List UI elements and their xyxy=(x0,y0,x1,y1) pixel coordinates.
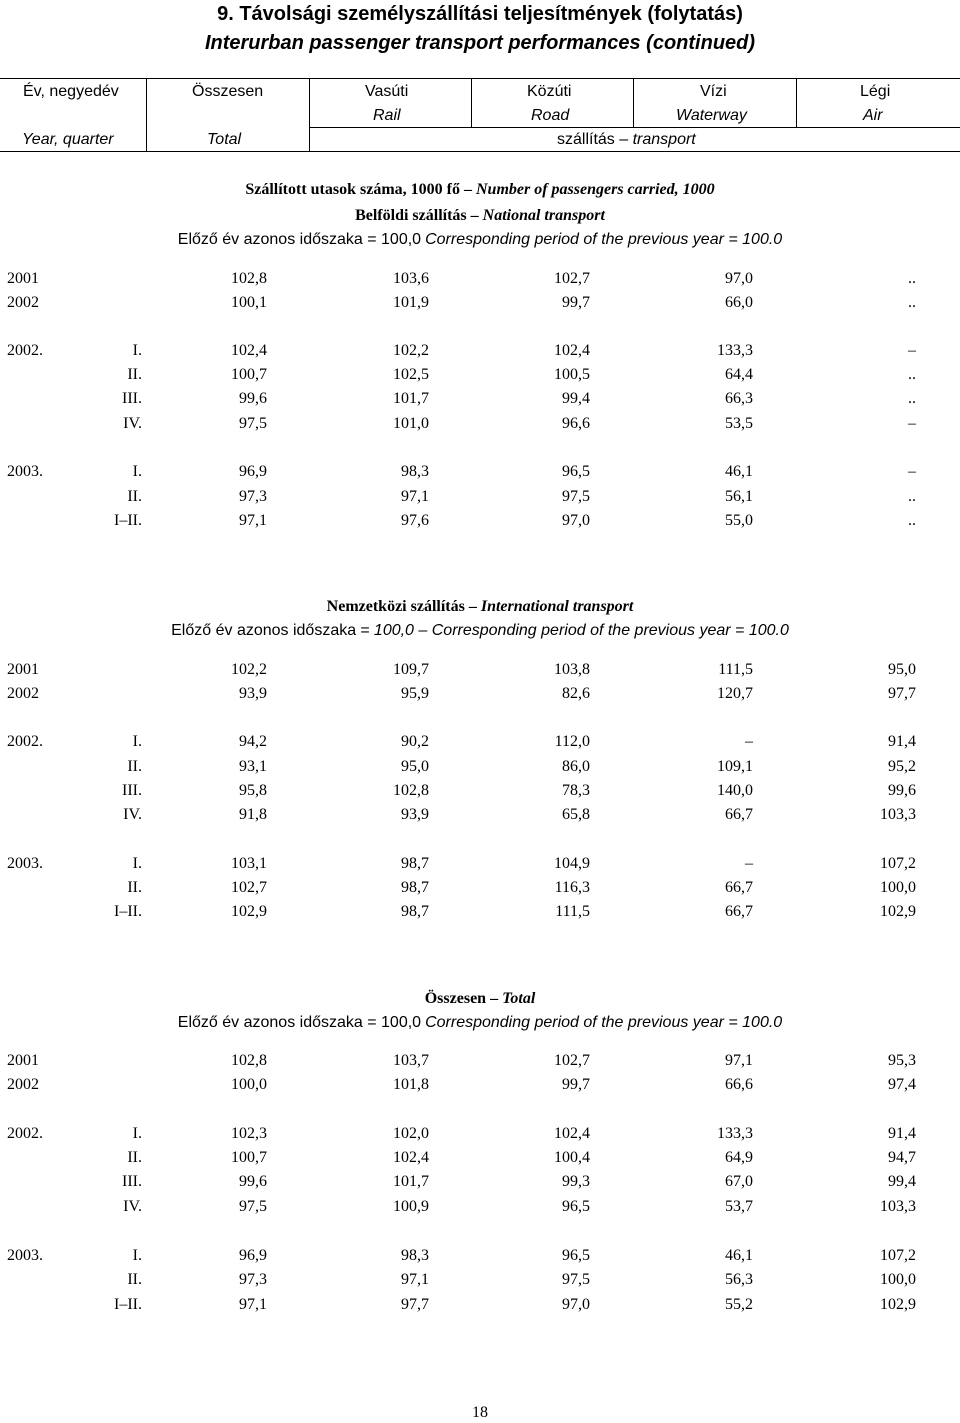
subheading-sep: – xyxy=(470,207,479,224)
header-transport-en: transport xyxy=(632,131,696,148)
road-cell: 96,5 xyxy=(562,1198,590,1215)
air-cell: .. xyxy=(908,366,916,383)
base-note-en: Corresponding period of the previous year = 100.0 xyxy=(425,1014,783,1031)
header-year-hu: Év, negyedév xyxy=(23,83,119,100)
road-cell: 111,5 xyxy=(555,903,590,920)
header-divider xyxy=(796,79,797,127)
road-cell: 82,6 xyxy=(562,685,590,702)
heading-en: International transport xyxy=(480,598,634,615)
total-cell: 102,4 xyxy=(231,342,267,359)
waterway-cell: 111,5 xyxy=(718,661,753,678)
waterway-cell: 53,5 xyxy=(725,415,753,432)
quarter-cell: I. xyxy=(132,733,142,750)
header-divider xyxy=(633,79,634,127)
total-cell: 97,3 xyxy=(239,488,267,505)
air-cell: 97,4 xyxy=(888,1076,916,1093)
header-transport-hu: szállítás xyxy=(557,131,615,148)
quarter-cell: I–II. xyxy=(114,1296,142,1313)
heading-sep: – xyxy=(463,181,472,198)
waterway-cell: 56,3 xyxy=(725,1271,753,1288)
year-cell: 2003. xyxy=(7,1247,43,1264)
waterway-cell: 66,7 xyxy=(725,903,753,920)
total-cell: 96,9 xyxy=(239,1247,267,1264)
total-cell: 97,5 xyxy=(239,415,267,432)
road-cell: 103,8 xyxy=(554,661,590,678)
header-air-en: Air xyxy=(863,107,883,124)
road-cell: 96,5 xyxy=(562,463,590,480)
table-row xyxy=(0,461,960,483)
header-total-en: Total xyxy=(207,131,242,148)
heading-sep: – xyxy=(468,598,477,615)
heading-en: Number of passengers carried, 1000 xyxy=(475,181,715,198)
base-note-hu: Előző év azonos időszaka xyxy=(171,622,357,639)
total-cell: 93,1 xyxy=(239,758,267,775)
waterway-cell: 97,0 xyxy=(725,270,753,287)
waterway-cell: – xyxy=(745,855,753,872)
road-cell: 99,7 xyxy=(562,1076,590,1093)
heading-sep: – xyxy=(490,990,499,1007)
header-rail-hu: Vasúti xyxy=(365,83,409,100)
section-base-note xyxy=(0,230,960,250)
section-heading xyxy=(0,989,960,1009)
quarter-cell: II. xyxy=(127,879,142,896)
rail-cell: 98,7 xyxy=(401,855,429,872)
section-subheading xyxy=(0,206,960,226)
header-top-rule xyxy=(0,78,960,79)
rail-cell: 95,0 xyxy=(401,758,429,775)
rail-cell: 93,9 xyxy=(401,806,429,823)
total-cell: 93,9 xyxy=(239,685,267,702)
page-number: 18 xyxy=(472,1404,488,1421)
total-cell: 100,7 xyxy=(231,366,267,383)
road-cell: 96,5 xyxy=(562,1247,590,1264)
heading-hu: Nemzetközi szállítás xyxy=(326,598,465,615)
quarter-cell: I–II. xyxy=(114,903,142,920)
table-row xyxy=(0,731,960,753)
table-row xyxy=(0,1147,960,1169)
rail-cell: 103,7 xyxy=(393,1052,429,1069)
total-cell: 100,1 xyxy=(231,294,267,311)
rail-cell: 102,8 xyxy=(393,782,429,799)
rail-cell: 101,7 xyxy=(393,390,429,407)
table-row xyxy=(0,877,960,899)
section-heading xyxy=(0,597,960,617)
road-cell: 97,0 xyxy=(562,512,590,529)
table-row xyxy=(0,268,960,290)
air-cell: – xyxy=(908,342,916,359)
waterway-cell: 64,4 xyxy=(725,366,753,383)
year-cell: 2001 xyxy=(7,1052,39,1069)
table-row xyxy=(0,683,960,705)
road-cell: 65,8 xyxy=(562,806,590,823)
waterway-cell: 133,3 xyxy=(717,1125,753,1142)
section-base-note xyxy=(0,1013,960,1033)
road-cell: 99,4 xyxy=(562,390,590,407)
quarter-cell: I. xyxy=(132,463,142,480)
road-cell: 78,3 xyxy=(562,782,590,799)
rail-cell: 101,0 xyxy=(393,415,429,432)
quarter-cell: IV. xyxy=(123,1198,142,1215)
air-cell: .. xyxy=(908,390,916,407)
table-row xyxy=(0,659,960,681)
year-cell: 2002 xyxy=(7,685,39,702)
road-cell: 96,6 xyxy=(562,415,590,432)
table-row xyxy=(0,1269,960,1291)
road-cell: 102,4 xyxy=(554,1125,590,1142)
heading-hu: Összesen xyxy=(424,990,487,1007)
total-cell: 96,9 xyxy=(239,463,267,480)
year-cell: 2002 xyxy=(7,1076,39,1093)
quarter-cell: II. xyxy=(127,1149,142,1166)
road-cell: 116,3 xyxy=(554,879,590,896)
air-cell: 103,3 xyxy=(880,1198,916,1215)
road-cell: 97,0 xyxy=(562,1296,590,1313)
table-row xyxy=(0,1196,960,1218)
table-row xyxy=(0,804,960,826)
year-cell: 2001 xyxy=(7,661,39,678)
road-cell: 99,3 xyxy=(562,1173,590,1190)
waterway-cell: 66,7 xyxy=(725,879,753,896)
waterway-cell: 140,0 xyxy=(717,782,753,799)
road-cell: 97,5 xyxy=(562,1271,590,1288)
air-cell: 102,9 xyxy=(880,903,916,920)
table-row xyxy=(0,1050,960,1072)
road-cell: 102,7 xyxy=(554,270,590,287)
year-cell: 2003. xyxy=(7,855,43,872)
air-cell: 91,4 xyxy=(888,1125,916,1142)
air-cell: 99,4 xyxy=(888,1173,916,1190)
waterway-cell: 55,0 xyxy=(725,512,753,529)
total-cell: 97,5 xyxy=(239,1198,267,1215)
quarter-cell: II. xyxy=(127,488,142,505)
rail-cell: 97,6 xyxy=(401,512,429,529)
air-cell: 94,7 xyxy=(888,1149,916,1166)
total-cell: 102,2 xyxy=(231,661,267,678)
header-divider xyxy=(146,79,147,151)
quarter-cell: III. xyxy=(122,782,142,799)
year-cell: 2002. xyxy=(7,342,43,359)
header-sub-rule xyxy=(309,127,960,128)
base-note-hu: Előző év azonos időszaka = 100,0 xyxy=(177,231,422,248)
header-bottom-rule xyxy=(0,151,960,152)
total-cell: 99,6 xyxy=(239,1173,267,1190)
total-cell: 102,3 xyxy=(231,1125,267,1142)
rail-cell: 97,1 xyxy=(401,488,429,505)
header-total-hu: Összesen xyxy=(192,83,264,100)
quarter-cell: IV. xyxy=(123,415,142,432)
waterway-cell: 64,9 xyxy=(725,1149,753,1166)
air-cell: 107,2 xyxy=(880,1247,916,1264)
rail-cell: 98,3 xyxy=(401,463,429,480)
air-cell: 95,3 xyxy=(888,1052,916,1069)
road-cell: 102,7 xyxy=(554,1052,590,1069)
subheading-en: National transport xyxy=(482,207,605,224)
table-row xyxy=(0,853,960,875)
year-cell: 2002. xyxy=(7,1125,43,1142)
air-cell: 102,9 xyxy=(880,1296,916,1313)
air-cell: 97,7 xyxy=(888,685,916,702)
waterway-cell: 66,6 xyxy=(725,1076,753,1093)
waterway-cell: 67,0 xyxy=(725,1173,753,1190)
base-note-en: = 100,0 – Corresponding period of the previous year = 100.0 xyxy=(360,622,789,639)
total-cell: 97,1 xyxy=(239,1296,267,1313)
subheading-hu: Belföldi szállítás xyxy=(355,207,467,224)
rail-cell: 100,9 xyxy=(393,1198,429,1215)
header-divider xyxy=(471,79,472,127)
table-row xyxy=(0,364,960,386)
rail-cell: 102,2 xyxy=(393,342,429,359)
table-row xyxy=(0,780,960,802)
total-cell: 102,8 xyxy=(231,270,267,287)
total-cell: 97,3 xyxy=(239,1271,267,1288)
year-cell: 2001 xyxy=(7,270,39,287)
total-cell: 102,8 xyxy=(231,1052,267,1069)
air-cell: 100,0 xyxy=(880,879,916,896)
quarter-cell: I–II. xyxy=(114,512,142,529)
total-cell: 103,1 xyxy=(231,855,267,872)
air-cell: .. xyxy=(908,270,916,287)
quarter-cell: III. xyxy=(122,1173,142,1190)
header-air-hu: Légi xyxy=(860,83,891,100)
total-cell: 102,9 xyxy=(231,903,267,920)
base-note-hu: Előző év azonos időszaka = 100,0 xyxy=(177,1014,422,1031)
year-cell: 2002 xyxy=(7,294,39,311)
air-cell: 95,2 xyxy=(888,758,916,775)
quarter-cell: I. xyxy=(132,855,142,872)
rail-cell: 97,1 xyxy=(401,1271,429,1288)
air-cell: .. xyxy=(908,294,916,311)
rail-cell: 102,0 xyxy=(393,1125,429,1142)
table-row xyxy=(0,1294,960,1316)
rail-cell: 103,6 xyxy=(393,270,429,287)
quarter-cell: III. xyxy=(122,390,142,407)
waterway-cell: 46,1 xyxy=(725,1247,753,1264)
total-cell: 97,1 xyxy=(239,512,267,529)
table-row xyxy=(0,1171,960,1193)
section-base-note xyxy=(0,621,960,641)
total-cell: 95,8 xyxy=(239,782,267,799)
header-water-hu: Vízi xyxy=(700,83,727,100)
total-cell: 102,7 xyxy=(231,879,267,896)
total-cell: 99,6 xyxy=(239,390,267,407)
table-row xyxy=(0,486,960,508)
road-cell: 104,9 xyxy=(554,855,590,872)
rail-cell: 98,7 xyxy=(401,903,429,920)
road-cell: 100,4 xyxy=(554,1149,590,1166)
header-transport xyxy=(557,131,696,149)
waterway-cell: 120,7 xyxy=(717,685,753,702)
waterway-cell: 66,0 xyxy=(725,294,753,311)
section-heading xyxy=(0,180,960,200)
table-row xyxy=(0,340,960,362)
waterway-cell: 46,1 xyxy=(725,463,753,480)
waterway-cell: 133,3 xyxy=(717,342,753,359)
waterway-cell: – xyxy=(745,733,753,750)
header-divider xyxy=(309,79,310,151)
total-cell: 94,2 xyxy=(239,733,267,750)
total-cell: 100,7 xyxy=(231,1149,267,1166)
rail-cell: 101,9 xyxy=(393,294,429,311)
rail-cell: 98,3 xyxy=(401,1247,429,1264)
heading-hu: Szállított utasok száma, 1000 fő xyxy=(245,181,460,198)
table-row xyxy=(0,413,960,435)
table-title-hu: 9. Távolsági személyszállítási teljesítmények (folytatás) xyxy=(217,3,743,25)
rail-cell: 101,7 xyxy=(393,1173,429,1190)
base-note-en: Corresponding period of the previous year = 100.0 xyxy=(425,231,783,248)
quarter-cell: II. xyxy=(127,366,142,383)
road-cell: 99,7 xyxy=(562,294,590,311)
quarter-cell: I. xyxy=(132,1247,142,1264)
waterway-cell: 97,1 xyxy=(725,1052,753,1069)
rail-cell: 90,2 xyxy=(401,733,429,750)
waterway-cell: 109,1 xyxy=(717,758,753,775)
header-road-hu: Közúti xyxy=(527,83,572,100)
air-cell: 107,2 xyxy=(880,855,916,872)
table-row xyxy=(0,1123,960,1145)
waterway-cell: 56,1 xyxy=(725,488,753,505)
quarter-cell: I. xyxy=(132,1125,142,1142)
table-row xyxy=(0,1245,960,1267)
waterway-cell: 55,2 xyxy=(725,1296,753,1313)
rail-cell: 102,5 xyxy=(393,366,429,383)
table-row xyxy=(0,901,960,923)
rail-cell: 98,7 xyxy=(401,879,429,896)
rail-cell: 97,7 xyxy=(401,1296,429,1313)
air-cell: 103,3 xyxy=(880,806,916,823)
air-cell: 99,6 xyxy=(888,782,916,799)
air-cell: 100,0 xyxy=(880,1271,916,1288)
header-rail-en: Rail xyxy=(373,107,401,124)
road-cell: 86,0 xyxy=(562,758,590,775)
total-cell: 100,0 xyxy=(231,1076,267,1093)
total-cell: 91,8 xyxy=(239,806,267,823)
table-row xyxy=(0,756,960,778)
header-year-en: Year, quarter xyxy=(22,131,114,148)
air-cell: .. xyxy=(908,488,916,505)
header-road-en: Road xyxy=(531,107,570,124)
table-row xyxy=(0,510,960,532)
air-cell: 95,0 xyxy=(888,661,916,678)
table-row xyxy=(0,388,960,410)
table-row xyxy=(0,292,960,314)
waterway-cell: 53,7 xyxy=(725,1198,753,1215)
road-cell: 112,0 xyxy=(554,733,590,750)
quarter-cell: II. xyxy=(127,1271,142,1288)
air-cell: – xyxy=(908,415,916,432)
header-water-en: Waterway xyxy=(676,107,747,124)
air-cell: .. xyxy=(908,512,916,529)
rail-cell: 101,8 xyxy=(393,1076,429,1093)
heading-en: Total xyxy=(502,990,536,1007)
header-transport-sep: – xyxy=(619,131,629,148)
year-cell: 2003. xyxy=(7,463,43,480)
road-cell: 97,5 xyxy=(562,488,590,505)
road-cell: 100,5 xyxy=(554,366,590,383)
quarter-cell: II. xyxy=(127,758,142,775)
rail-cell: 102,4 xyxy=(393,1149,429,1166)
table-title-en: Interurban passenger transport performances (continued) xyxy=(204,32,756,54)
air-cell: 91,4 xyxy=(888,733,916,750)
waterway-cell: 66,7 xyxy=(725,806,753,823)
quarter-cell: IV. xyxy=(123,806,142,823)
rail-cell: 109,7 xyxy=(393,661,429,678)
quarter-cell: I. xyxy=(132,342,142,359)
table-row xyxy=(0,1074,960,1096)
year-cell: 2002. xyxy=(7,733,43,750)
air-cell: – xyxy=(908,463,916,480)
rail-cell: 95,9 xyxy=(401,685,429,702)
road-cell: 102,4 xyxy=(554,342,590,359)
waterway-cell: 66,3 xyxy=(725,390,753,407)
